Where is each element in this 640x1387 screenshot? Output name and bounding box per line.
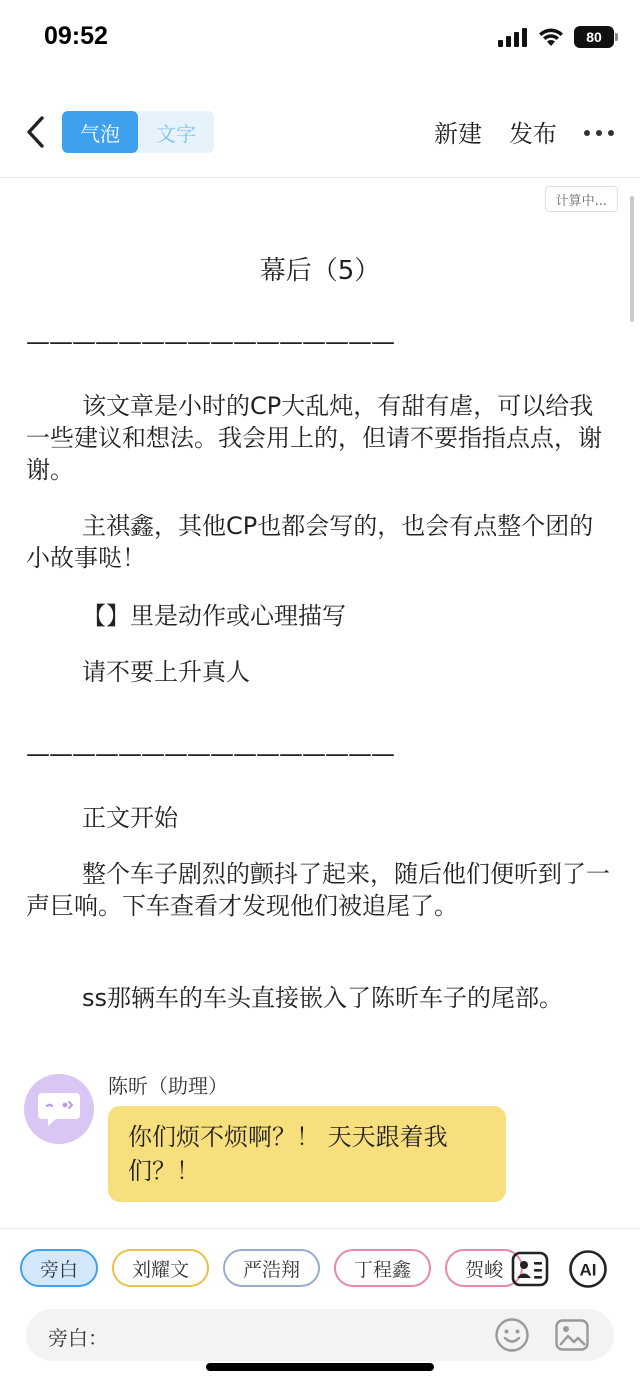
mode-bubble-tab[interactable]: 气泡 <box>62 111 138 153</box>
new-button[interactable]: 新建 <box>434 120 482 148</box>
character-tab[interactable]: 贺峻 <box>445 1249 523 1287</box>
chat-bubble-avatar-icon <box>36 1089 82 1129</box>
paragraph: 主祺鑫，其他CP也都会写的，也会有点整个团的小故事哒！ <box>26 512 594 572</box>
paragraph: 该文章是小时的CP大乱炖，有甜有虐，可以给我一些建议和想法。我会用上的，但请不要指指点点，谢谢。 <box>26 392 602 484</box>
dialog-input[interactable] <box>106 1317 490 1355</box>
input-speaker-label: 旁白： <box>48 1326 108 1350</box>
battery-level: 80 <box>586 29 602 45</box>
speech-bubble[interactable]: 你们烦不烦啊？！ 天天跟着我们？！ <box>108 1106 506 1202</box>
top-nav-bar <box>0 100 640 166</box>
avatar[interactable] <box>24 1074 94 1144</box>
battery-icon <box>574 26 614 48</box>
mode-toggle <box>62 111 214 153</box>
svg-text:AI: AI <box>579 1260 597 1280</box>
chevron-left-icon <box>24 115 46 149</box>
publish-button[interactable]: 发布 <box>509 120 557 148</box>
character-tab[interactable]: 刘耀文 <box>112 1249 209 1287</box>
article-title: 幕后（5） <box>259 256 381 286</box>
back-button[interactable] <box>18 112 52 152</box>
wifi-icon <box>538 27 564 47</box>
dialog-input-bar <box>26 1309 614 1361</box>
paragraph: 请不要上升真人 <box>82 658 250 686</box>
status-time: 09:52 <box>44 22 108 50</box>
more-button[interactable] <box>584 118 614 148</box>
word-count-badge: 计算中... <box>545 186 618 212</box>
character-tab[interactable]: 严浩翔 <box>223 1249 320 1287</box>
more-horizontal-icon <box>584 130 590 136</box>
nav-divider <box>0 177 640 178</box>
image-button[interactable] <box>552 1315 592 1355</box>
contact-card-icon <box>511 1251 549 1287</box>
separator-line: ———————————————— <box>26 328 394 356</box>
signal-icon <box>498 27 528 47</box>
character-selector <box>20 1249 504 1293</box>
character-tab-narrator[interactable]: 旁白 <box>20 1249 98 1287</box>
paragraph: 整个车子剧烈的颤抖了起来，随后他们便听到了一声巨响。下车查看才发现他们被追尾了。 <box>26 860 610 920</box>
character-tab[interactable]: 丁程鑫 <box>334 1249 431 1287</box>
paragraph: 正文开始 <box>82 804 178 832</box>
paragraph: 【】里是动作或心理描写 <box>82 602 346 630</box>
home-indicator <box>206 1363 434 1371</box>
emoji-icon <box>494 1317 530 1353</box>
emoji-button[interactable] <box>492 1315 532 1355</box>
status-bar <box>0 0 640 80</box>
image-icon <box>554 1317 590 1353</box>
ai-button[interactable] <box>568 1249 608 1289</box>
speaker-name: 陈昕（助理） <box>108 1074 228 1098</box>
paragraph: ss那辆车的车头直接嵌入了陈昕车子的尾部。 <box>82 984 564 1012</box>
ai-icon <box>568 1249 608 1289</box>
status-icons <box>498 26 614 48</box>
contact-card-button[interactable] <box>510 1249 550 1289</box>
separator-line: ———————————————— <box>26 740 394 768</box>
mode-text-tab[interactable]: 文字 <box>156 121 196 146</box>
